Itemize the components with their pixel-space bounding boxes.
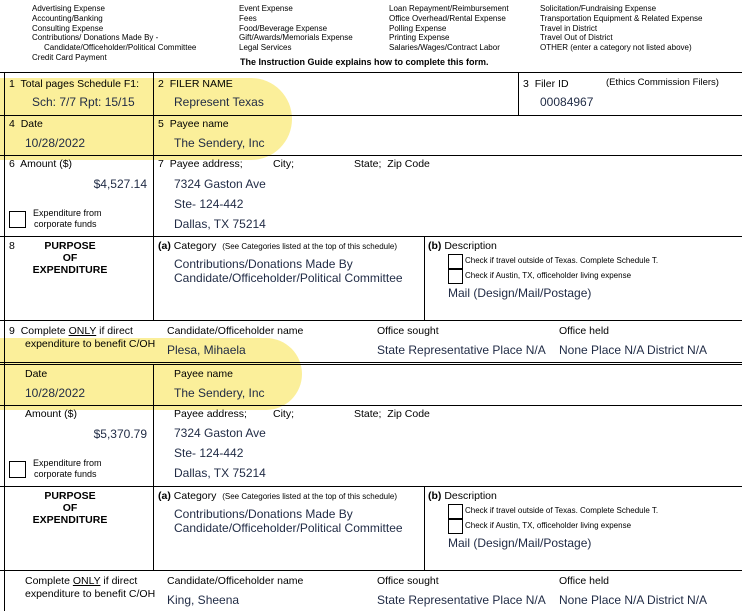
date-label: Date: [25, 368, 48, 380]
payee-name-label: 5 Payee name: [158, 118, 229, 130]
amount-value: $4,527.14: [93, 177, 147, 191]
total-pages-label: 1 Total pages Schedule F1:: [9, 78, 139, 90]
date-label: 4 Date: [9, 118, 43, 130]
corporate-funds-label: Expenditure from corporate funds: [33, 458, 102, 479]
purpose-heading: PURPOSE OF EXPENDITURE: [32, 240, 108, 276]
address-line-1: 7324 Gaston Ave: [174, 426, 266, 440]
category-item: Event Expense: [239, 4, 293, 13]
date-value: 10/28/2022: [25, 386, 86, 400]
austin-living-expense-label: Check if Austin, TX, officeholder living expense: [465, 521, 632, 530]
purpose-heading: PURPOSE OF EXPENDITURE: [32, 490, 108, 526]
office-sought-label: Office sought: [377, 325, 439, 337]
candidate-name-label: Candidate/Officeholder name: [167, 325, 304, 337]
category-item: Loan Repayment/Reimbursement: [389, 4, 509, 13]
address-line-1: 7324 Gaston Ave: [174, 177, 266, 191]
office-sought-value: State Representative Place N/A: [377, 593, 546, 607]
complete-only-label: 9 Complete ONLY if direct expenditure to benefit C/OH: [9, 325, 156, 350]
category-list-col3: [389, 4, 509, 53]
category-item: Consulting Expense: [32, 23, 104, 33]
address-line-2: Ste- 124-442: [174, 197, 244, 211]
austin-living-expense-checkbox[interactable]: [448, 269, 463, 284]
payee-address-label: Payee address;: [174, 408, 247, 420]
payee-address-label: 7 Payee address;: [158, 158, 243, 170]
city-label: City;: [273, 158, 294, 170]
amount-label: 6 Amount ($): [9, 158, 73, 170]
state-zip-label: State; Zip Code: [354, 408, 430, 420]
payee-name-value: The Sendery, Inc: [174, 386, 265, 400]
category-item: Transportation Equipment & Related Expense: [540, 13, 703, 23]
category-item: Credit Card Payment: [32, 52, 107, 62]
complete-only-label: Complete ONLY if direct expenditure to benefit C/OH: [25, 575, 156, 600]
category-item: Accounting/Banking: [32, 13, 103, 23]
office-held-label: Office held: [559, 575, 610, 587]
date-value: 10/28/2022: [25, 136, 86, 150]
category-value: Contributions/Donations Made By Candidate/Officeholder/Political Committee: [174, 507, 403, 535]
city-label: City;: [273, 408, 294, 420]
candidate-name-value: King, Sheena: [167, 593, 240, 607]
travel-outside-texas-label: Check if travel outside of Texas. Complete Schedule T.: [465, 256, 659, 265]
office-sought-label: Office sought: [377, 575, 439, 587]
corporate-funds-checkbox[interactable]: [9, 211, 26, 228]
purpose-num: 8: [9, 240, 15, 252]
category-item: Printing Expense: [389, 33, 450, 43]
category-item: Gift/Awards/Memorials Expense: [239, 33, 353, 43]
category-item: Food/Beverage Expense: [239, 23, 328, 33]
category-item: Travel in District: [540, 23, 598, 33]
filer-name-label: 2 FILER NAME: [158, 78, 233, 90]
candidate-name-label: Candidate/Officeholder name: [167, 575, 304, 587]
category-list-col2: [239, 4, 353, 53]
category-item: Office Overhead/Rental Expense: [389, 13, 506, 23]
category-value: Contributions/Donations Made By Candidate/Officeholder/Political Committee: [174, 257, 403, 285]
category-item: Salaries/Wages/Contract Labor: [389, 43, 500, 53]
filer-id-label: 3 Filer ID: [523, 78, 569, 90]
travel-outside-texas-label: Check if travel outside of Texas. Complete Schedule T.: [465, 506, 659, 515]
candidate-name-value: Plesa, Mihaela: [167, 343, 246, 357]
category-list-col1: [32, 4, 196, 63]
office-held-label: Office held: [559, 325, 610, 337]
state-zip-label: State; Zip Code: [354, 158, 430, 170]
category-item: OTHER (enter a category not listed above): [540, 43, 692, 53]
filer-name-value: Represent Texas: [174, 95, 264, 109]
payee-name-value: The Sendery, Inc: [174, 136, 265, 150]
austin-living-expense-checkbox[interactable]: [448, 519, 463, 534]
amount-value: $5,370.79: [93, 427, 147, 441]
instruction-guide-note: The Instruction Guide explains how to complete this form.: [240, 57, 489, 67]
category-item: Travel Out of District: [540, 33, 613, 43]
address-line-3: Dallas, TX 75214: [174, 466, 266, 480]
category-item: Advertising Expense: [32, 4, 105, 13]
total-pages-value: Sch: 7/7 Rpt: 15/15: [32, 95, 135, 109]
travel-outside-texas-checkbox[interactable]: [448, 254, 463, 269]
payee-name-label: Payee name: [174, 368, 233, 380]
corporate-funds-checkbox[interactable]: [9, 461, 26, 478]
category-item: Solicitation/Fundraising Expense: [540, 4, 657, 13]
category-item: Candidate/Officeholder/Political Committee: [44, 43, 197, 53]
office-held-value: None Place N/A District N/A: [559, 593, 708, 607]
address-line-3: Dallas, TX 75214: [174, 217, 266, 231]
travel-outside-texas-checkbox[interactable]: [448, 504, 463, 519]
category-item: Fees: [239, 13, 257, 23]
austin-living-expense-label: Check if Austin, TX, officeholder living expense: [465, 271, 632, 280]
category-label: (a) Category (See Categories listed at the top of this schedule): [158, 490, 397, 502]
description-value: Mail (Design/Mail/Postage): [448, 536, 592, 550]
category-item: Polling Expense: [389, 23, 447, 33]
office-held-value: None Place N/A District N/A: [559, 343, 708, 357]
office-sought-value: State Representative Place N/A: [377, 343, 546, 357]
filer-id-note: (Ethics Commission Filers): [606, 77, 719, 88]
category-item: Legal Services: [239, 43, 292, 53]
description-label: (b) Description: [428, 490, 497, 502]
filer-id-value: 00084967: [540, 95, 594, 109]
corporate-funds-label: Expenditure from corporate funds: [33, 208, 102, 229]
description-label: (b) Description: [428, 240, 497, 252]
amount-label: Amount ($): [25, 408, 77, 420]
address-line-2: Ste- 124-442: [174, 446, 244, 460]
description-value: Mail (Design/Mail/Postage): [448, 286, 592, 300]
category-label: (a) Category (See Categories listed at the top of this schedule): [158, 240, 397, 252]
category-item: Contributions/ Donations Made By -: [32, 33, 159, 43]
category-list-col4: [540, 4, 702, 53]
